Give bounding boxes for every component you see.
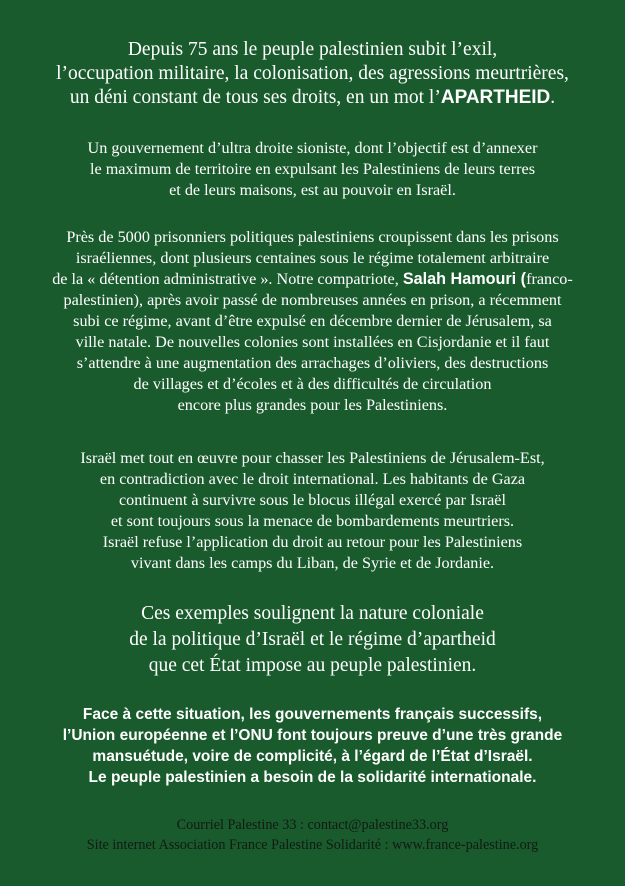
jerusalem-paragraph [0, 448, 625, 574]
jerusalem-line-6: vivant dans les camps du Liban, de Syrie et de Jordanie. [130, 554, 495, 572]
prisoners-line-1: Près de 5000 prisonniers politiques palestiniens croupissent dans les prisons [66, 228, 559, 246]
examples-line-2: de la politique d’Israël et le régime d’apartheid [129, 629, 496, 650]
call-line-4: Le peuple palestinien a besoin de la solidarité internationale. [88, 769, 537, 786]
jerusalem-line-3: continuent à survivre sous le blocus illégal exercé par Israël [118, 491, 506, 509]
intro-line-1: Depuis 75 ans le peuple palestinien subit l’exil, [127, 39, 498, 60]
intro-line-3 [0, 86, 625, 110]
prisoners-line-4: palestinien), après avoir passé de nombreuses années en prison, a récemment [63, 291, 562, 309]
call-line-3: mansuétude, voire de complicité, à l’égard de l’État d’Israël. [92, 748, 533, 765]
prisoners-line-5: subi ce régime, avant d’être expulsé en décembre dernier de Jérusalem, sa [73, 312, 552, 330]
examples-line-1: Ces exemples soulignent la nature coloniale [141, 603, 484, 624]
government-line-3: et de leurs maisons, est au pouvoir en Israël. [169, 181, 456, 199]
jerusalem-line-1: Israël met tout en œuvre pour chasser les Palestiniens de Jérusalem-Est, [80, 449, 545, 467]
intro-line-2: l’occupation militaire, la colonisation, des agressions meurtrières, [56, 63, 569, 84]
government-line-1: Un gouvernement d’ultra droite sioniste, dont l’objectif est d’annexer [87, 139, 538, 157]
call-line-1: Face à cette situation, les gouvernements français successifs, [82, 706, 543, 723]
intro-line-3-text: un déni constant de tous ses droits, en un mot l’ [69, 87, 441, 108]
contact-email-line: Courriel Palestine 33 : contact@palestine33.org [176, 817, 449, 833]
jerusalem-line-5: Israël refuse l’application du droit au retour pour les Palestiniens [102, 533, 523, 551]
prisoners-line-6: ville natale. De nouvelles colonies sont installées en Cisjordanie et il faut [75, 333, 550, 351]
prisoners-line-2: israéliennes, dont plusieurs centaines sous le régime totalement arbitraire [75, 249, 550, 267]
prisoners-line-3 [0, 269, 625, 290]
footer-contact [0, 815, 625, 855]
prisoners-line-8: de villages et d’écoles et à des difficultés de circulation [133, 375, 492, 393]
prisoners-paragraph [0, 227, 625, 416]
jerusalem-line-2: en contradiction avec le droit international. Les habitants de Gaza [99, 470, 526, 488]
apartheid-emphasis: APARTHEID [440, 87, 551, 108]
examples-paragraph [0, 601, 625, 679]
salah-hamouri-name: Salah Hamouri ( [402, 270, 527, 288]
call-line-2: l’Union européenne et l’ONU font toujours preuve d’une très grande [62, 727, 563, 744]
prisoners-line-7: s’attendre à une augmentation des arrachages d’oliviers, des destructions [76, 354, 549, 372]
government-paragraph [0, 138, 625, 201]
prisoners-line-9: encore plus grandes pour les Palestiniens. [177, 396, 448, 414]
intro-paragraph [0, 38, 625, 110]
call-to-action-paragraph [0, 704, 625, 788]
government-line-2: le maximum de territoire en expulsant les Palestiniens de leurs terres [89, 160, 536, 178]
jerusalem-line-4: et sont toujours sous la menace de bombardements meurtriers. [110, 512, 515, 530]
intro-line-3-end: . [550, 87, 556, 108]
prisoners-line-3-end: franco- [526, 270, 573, 288]
examples-line-3: que cet État impose au peuple palestinien. [148, 655, 477, 676]
prisoners-line-3-text: de la « détention administrative ». Notre compatriote, [52, 270, 403, 288]
website-line: Site internet Association France Palestine Solidarité : www.france-palestine.org [86, 837, 539, 853]
